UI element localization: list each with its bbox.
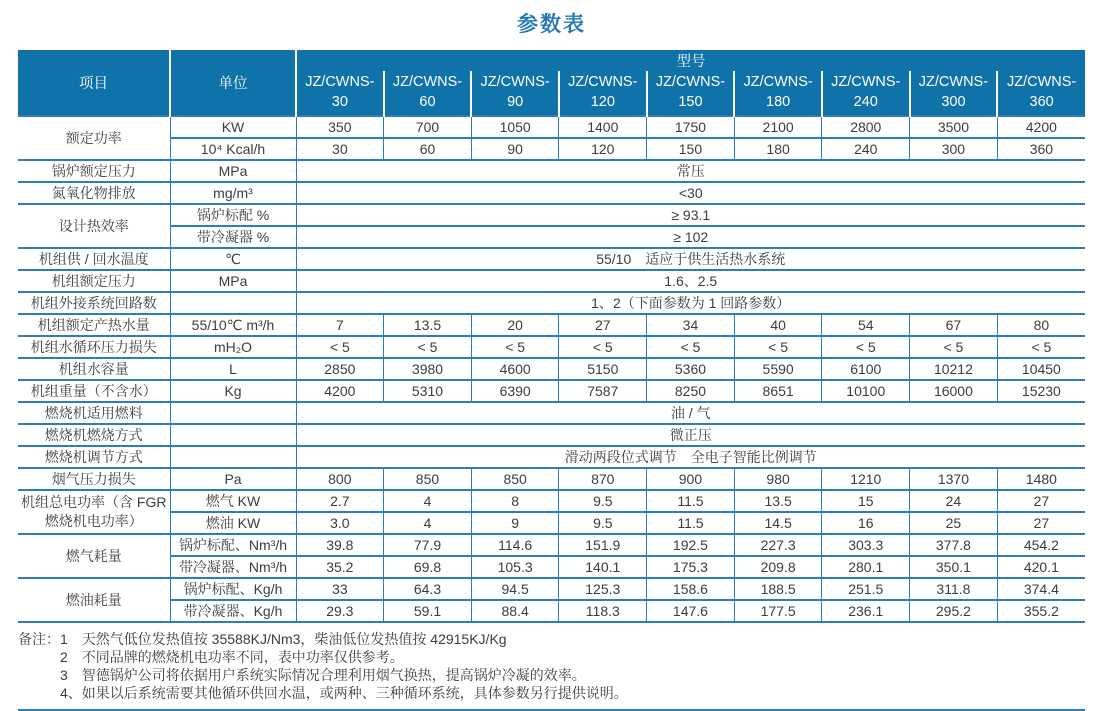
cell-value: 10450 (997, 358, 1085, 380)
row-unit-label: 锅炉标配、Kg/h (170, 578, 296, 600)
row-unit-label (170, 446, 296, 468)
model-prefix: JZ/CWNS- (655, 74, 726, 91)
header-row-group (18, 50, 1085, 71)
cell-value: 120 (559, 138, 647, 160)
cell-value: 13.5 (384, 314, 472, 336)
table-row (18, 358, 1085, 380)
table-row (18, 512, 1085, 534)
cell-value: < 5 (734, 336, 822, 358)
row-span-value: 55/10 适应于供生活热水系统 (296, 248, 1085, 270)
cell-value: 5310 (384, 380, 472, 402)
row-unit-label (170, 424, 296, 446)
cell-value: 34 (647, 314, 735, 336)
model-number: 120 (590, 94, 615, 110)
cell-value: 10212 (910, 358, 998, 380)
row-span-value: 滑动两段位式调节 全电子智能比例调节 (296, 446, 1085, 468)
cell-value: 6100 (822, 358, 910, 380)
row-unit-label: KW (170, 116, 296, 138)
model-prefix: JZ/CWNS- (568, 74, 638, 91)
row-unit-label: MPa (170, 160, 296, 182)
column-header-unit: 单位 (170, 50, 296, 116)
row-span-value: 微正压 (296, 424, 1085, 446)
cell-value: 3980 (384, 358, 472, 380)
cell-value: 20 (471, 314, 559, 336)
table-row (18, 138, 1085, 160)
cell-value: 420.1 (997, 556, 1085, 578)
cell-value: 5150 (559, 358, 647, 380)
note-line: 1 天然气低位发热值按 35588KJ/Nm3，柴油低位发热值按 42915KJ/Kg (60, 631, 507, 647)
cell-value: 13.5 (734, 490, 822, 512)
cell-value: 1370 (910, 468, 998, 490)
row-unit-label: 10⁴ Kcal/h (170, 138, 296, 160)
row-item-label: 机组重量（不含水） (18, 380, 170, 402)
table-row (18, 292, 1085, 314)
cell-value: 177.5 (734, 600, 822, 622)
cell-value: 147.6 (647, 600, 735, 622)
table-row (18, 270, 1085, 292)
table-row (18, 336, 1085, 358)
cell-value: 4 (384, 490, 472, 512)
row-unit-label: 锅炉标配 % (170, 204, 296, 226)
cell-value: 40 (734, 314, 822, 336)
column-header-model (384, 71, 472, 116)
cell-value: 3.0 (296, 512, 384, 534)
table-row (18, 182, 1085, 204)
row-unit-label: mg/m³ (170, 182, 296, 204)
cell-value: 16 (822, 512, 910, 534)
cell-value: 251.5 (822, 578, 910, 600)
cell-value: 125.3 (559, 578, 647, 600)
cell-value: 180 (734, 138, 822, 160)
cell-value: 350.1 (910, 556, 998, 578)
column-header-model (296, 71, 384, 116)
cell-value: 4200 (296, 380, 384, 402)
table-row (18, 204, 1085, 226)
cell-value: 9 (471, 512, 559, 534)
column-header-model (559, 71, 647, 116)
row-item-label: 机组外接系统回路数 (18, 292, 170, 314)
cell-value: < 5 (822, 336, 910, 358)
row-unit-label: MPa (170, 270, 296, 292)
row-unit-label: Kg (170, 380, 296, 402)
cell-value: 11.5 (647, 490, 735, 512)
model-number: 180 (766, 94, 791, 110)
cell-value: 1750 (647, 116, 735, 138)
cell-value: < 5 (384, 336, 472, 358)
cell-value: 350 (296, 116, 384, 138)
cell-value: 1400 (559, 116, 647, 138)
model-prefix: JZ/CWNS- (1006, 74, 1077, 91)
row-item-label: 机组额定产热水量 (18, 314, 170, 336)
table-header (18, 50, 1085, 116)
table-row (18, 534, 1085, 556)
cell-value: 35.2 (296, 556, 384, 578)
row-unit-label: 带冷凝器 % (170, 226, 296, 248)
row-span-value: 1、2（下面参数为 1 回路参数） (296, 292, 1085, 314)
cell-value: 59.1 (384, 600, 472, 622)
cell-value: 227.3 (734, 534, 822, 556)
row-item-label: 燃烧机适用燃料 (18, 402, 170, 424)
cell-value: < 5 (296, 336, 384, 358)
row-span-value: ≥ 93.1 (296, 204, 1085, 226)
table-body (18, 116, 1085, 622)
cell-value: 30 (296, 138, 384, 160)
row-item-label: 机组水循环压力损失 (18, 336, 170, 358)
cell-value: 870 (559, 468, 647, 490)
model-number: 60 (419, 94, 436, 110)
cell-value: 2100 (734, 116, 822, 138)
cell-value: 454.2 (997, 534, 1085, 556)
table-row (18, 116, 1085, 138)
cell-value: 150 (647, 138, 735, 160)
column-header-item: 项目 (18, 50, 170, 116)
row-item-label: 烟气压力损失 (18, 468, 170, 490)
cell-value: 5590 (734, 358, 822, 380)
cell-value: 10100 (822, 380, 910, 402)
table-row (18, 380, 1085, 402)
cell-value: 118.3 (559, 600, 647, 622)
table-row (18, 556, 1085, 578)
note-lines (60, 630, 628, 702)
cell-value: 900 (647, 468, 735, 490)
row-unit-label: 带冷凝器、Kg/h (170, 600, 296, 622)
row-unit-label: 燃气 KW (170, 490, 296, 512)
row-item-label: 燃气耗量 (18, 534, 170, 578)
model-number: 90 (507, 94, 524, 110)
cell-value: < 5 (910, 336, 998, 358)
row-unit-label: 55/10℃ m³/h (170, 314, 296, 336)
cell-value: 54 (822, 314, 910, 336)
row-span-value: 1.6、2.5 (296, 270, 1085, 292)
cell-value: 64.3 (384, 578, 472, 600)
cell-value: 4200 (997, 116, 1085, 138)
cell-value: 850 (384, 468, 472, 490)
model-number: 240 (853, 94, 878, 110)
cell-value: 33 (296, 578, 384, 600)
cell-value: 6390 (471, 380, 559, 402)
cell-value: 25 (910, 512, 998, 534)
model-prefix: JZ/CWNS- (392, 74, 463, 91)
parameters-table (18, 50, 1085, 623)
row-unit-label: L (170, 358, 296, 380)
row-unit-label: mH₂O (170, 336, 296, 358)
model-number: 150 (678, 94, 703, 110)
cell-value: 39.8 (296, 534, 384, 556)
model-prefix: JZ/CWNS- (918, 74, 989, 91)
model-prefix: JZ/CWNS- (305, 74, 375, 91)
note-line: 4、如果以后系统需要其他循环供回水温，或两种、三种循环系统，具体参数另行提供说明。 (60, 685, 628, 701)
cell-value: 9.5 (559, 490, 647, 512)
cell-value: 8651 (734, 380, 822, 402)
model-prefix: JZ/CWNS- (743, 74, 813, 91)
row-item-label: 设计热效率 (18, 204, 170, 248)
cell-value: 209.8 (734, 556, 822, 578)
cell-value: 69.8 (384, 556, 472, 578)
cell-value: 280.1 (822, 556, 910, 578)
cell-value: 77.9 (384, 534, 472, 556)
cell-value: < 5 (559, 336, 647, 358)
notes-block (18, 630, 1085, 702)
cell-value: < 5 (997, 336, 1085, 358)
cell-value: 9.5 (559, 512, 647, 534)
row-item-label: 额定功率 (18, 116, 170, 160)
row-item-label: 机组供 / 回水温度 (18, 248, 170, 270)
row-unit-label (170, 292, 296, 314)
cell-value: 16000 (910, 380, 998, 402)
column-header-model (822, 71, 910, 116)
notes-label: 备注： (18, 631, 60, 647)
table-row (18, 226, 1085, 248)
cell-value: 105.3 (471, 556, 559, 578)
table-row (18, 446, 1085, 468)
cell-value: 980 (734, 468, 822, 490)
cell-value: 27 (559, 314, 647, 336)
table-row (18, 600, 1085, 622)
row-span-value: ≥ 102 (296, 226, 1085, 248)
cell-value: 355.2 (997, 600, 1085, 622)
cell-value: 90 (471, 138, 559, 160)
cell-value: 158.6 (647, 578, 735, 600)
cell-value: 151.9 (559, 534, 647, 556)
cell-value: 303.3 (822, 534, 910, 556)
column-header-model (647, 71, 735, 116)
row-item-label: 机组水容量 (18, 358, 170, 380)
column-header-model (471, 71, 559, 116)
cell-value: 8250 (647, 380, 735, 402)
note-line: 2 不同品牌的燃烧机电功率不同，表中功率仅供参考。 (60, 649, 404, 665)
row-item-label: 机组总电功率（含 FGR 燃烧机电功率） (18, 490, 170, 534)
cell-value: 24 (910, 490, 998, 512)
cell-value: 2.7 (296, 490, 384, 512)
page-title: 参数表 (517, 13, 586, 36)
cell-value: 700 (384, 116, 472, 138)
model-number: 30 (331, 94, 348, 110)
column-header-model (734, 71, 822, 116)
row-item-label: 燃油耗量 (18, 578, 170, 622)
model-prefix: JZ/CWNS- (480, 74, 550, 91)
cell-value: 3500 (910, 116, 998, 138)
cell-value: 240 (822, 138, 910, 160)
column-header-model (910, 71, 998, 116)
table-row (18, 468, 1085, 490)
cell-value: 94.5 (471, 578, 559, 600)
cell-value: 140.1 (559, 556, 647, 578)
model-number: 300 (941, 94, 966, 110)
cell-value: 60 (384, 138, 472, 160)
row-item-label: 机组额定压力 (18, 270, 170, 292)
cell-value: 175.3 (647, 556, 735, 578)
cell-value: 4600 (471, 358, 559, 380)
cell-value: 29.3 (296, 600, 384, 622)
cell-value: 295.2 (910, 600, 998, 622)
cell-value: 300 (910, 138, 998, 160)
column-header-model-group: 型号 (296, 50, 1085, 71)
cell-value: 11.5 (647, 512, 735, 534)
cell-value: 27 (997, 490, 1085, 512)
note-line: 3 智德锅炉公司将依据用户系统实际情况合理利用烟气换热，提高锅炉冷凝的效率。 (60, 667, 586, 683)
cell-value: 14.5 (734, 512, 822, 534)
row-item-label: 燃烧机调节方式 (18, 446, 170, 468)
row-span-value: 常压 (296, 160, 1085, 182)
cell-value: < 5 (647, 336, 735, 358)
cell-value: 114.6 (471, 534, 559, 556)
table-row (18, 314, 1085, 336)
cell-value: 8 (471, 490, 559, 512)
cell-value: 311.8 (910, 578, 998, 600)
cell-value: 2850 (296, 358, 384, 380)
row-span-value: <30 (296, 182, 1085, 204)
cell-value: 7 (296, 314, 384, 336)
row-item-label: 锅炉额定压力 (18, 160, 170, 182)
row-span-value: 油 / 气 (296, 402, 1085, 424)
cell-value: 15 (822, 490, 910, 512)
table-row (18, 402, 1085, 424)
cell-value: 27 (997, 512, 1085, 534)
model-number: 360 (1029, 94, 1054, 110)
row-unit-label: ℃ (170, 248, 296, 270)
cell-value: 800 (296, 468, 384, 490)
row-unit-label: 燃油 KW (170, 512, 296, 534)
cell-value: 5360 (647, 358, 735, 380)
row-unit-label: Pa (170, 468, 296, 490)
cell-value: 850 (471, 468, 559, 490)
row-unit-label: 带冷凝器、Nm³/h (170, 556, 296, 578)
cell-value: 377.8 (910, 534, 998, 556)
table-row (18, 248, 1085, 270)
cell-value: 2800 (822, 116, 910, 138)
cell-value: 4 (384, 512, 472, 534)
cell-value: 15230 (997, 380, 1085, 402)
cell-value: 80 (997, 314, 1085, 336)
cell-value: 88.4 (471, 600, 559, 622)
table-row (18, 160, 1085, 182)
model-prefix: JZ/CWNS- (831, 74, 901, 91)
cell-value: 1480 (997, 468, 1085, 490)
cell-value: 236.1 (822, 600, 910, 622)
table-row (18, 424, 1085, 446)
row-unit-label: 锅炉标配、Nm³/h (170, 534, 296, 556)
cell-value: 374.4 (997, 578, 1085, 600)
cell-value: 1050 (471, 116, 559, 138)
cell-value: < 5 (471, 336, 559, 358)
cell-value: 1210 (822, 468, 910, 490)
column-header-model (997, 71, 1085, 116)
cell-value: 188.5 (734, 578, 822, 600)
row-item-label: 氮氧化物排放 (18, 182, 170, 204)
table-row (18, 578, 1085, 600)
table-row (18, 490, 1085, 512)
row-unit-label (170, 402, 296, 424)
cell-value: 67 (910, 314, 998, 336)
cell-value: 7587 (559, 380, 647, 402)
row-item-label: 燃烧机燃烧方式 (18, 424, 170, 446)
cell-value: 360 (997, 138, 1085, 160)
cell-value: 192.5 (647, 534, 735, 556)
